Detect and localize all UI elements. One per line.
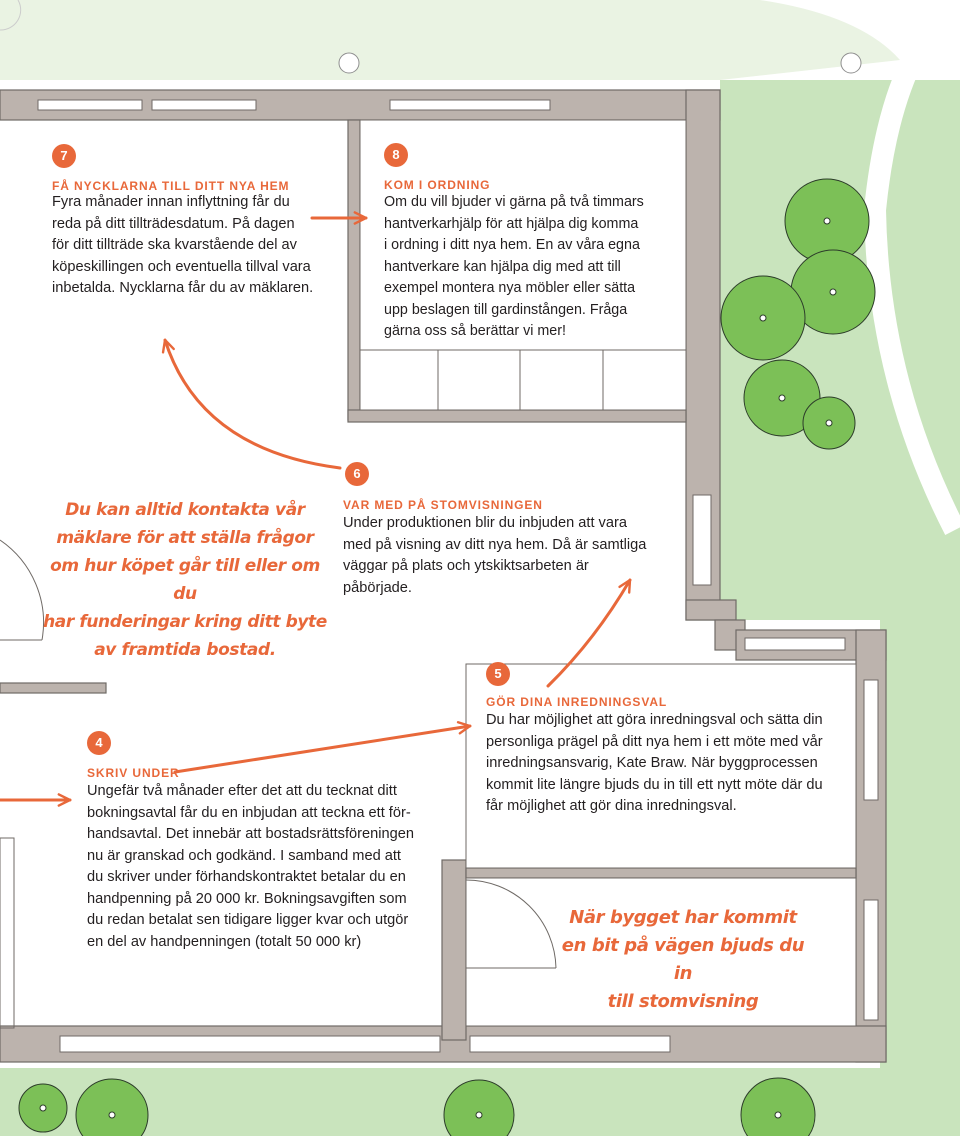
step-8-line: hantverkare kan hjälpa dig med att till <box>384 258 621 275</box>
step-4-line: handpenning på 20 000 kr. Bokningsavgiften som <box>87 890 407 907</box>
step-5-body <box>486 710 854 818</box>
step-6-line: påbörjade. <box>343 579 412 596</box>
step-5-line: kommit lite längre bjuds du in till ett nytt möte där du <box>486 776 823 793</box>
arrow-to-step-7 <box>165 340 340 468</box>
step-4-line: handsavtal. Det innebär att bostadsrättsföreningen <box>87 826 414 842</box>
step-4-line: Ungefär två månader efter det att du tecknat ditt <box>87 783 397 799</box>
step-4-line: bokningsavtal får du en inbjudan att teckna ett för- <box>87 804 411 821</box>
contact-note-line: har funderingar kring ditt byte <box>43 612 327 632</box>
step-8-line: upp beslagen till gardinstången. Fråga <box>384 301 628 318</box>
step-4-body <box>87 781 432 953</box>
step-4-line: en del av handpenningen (totalt 50 000 kr) <box>87 933 362 950</box>
step-7-line: reda på ditt tillträdesdatum. På dagen <box>52 215 295 232</box>
step-8-line: i ordning i ditt nya hem. En av våra egna <box>384 237 640 253</box>
step-number-badge: 5 <box>486 662 510 686</box>
step-5-line: får möjlighet att gör dina inredningsval. <box>486 798 737 814</box>
step-4-title: SKRIV UNDER <box>87 766 180 780</box>
step-number-badge: 8 <box>384 143 408 167</box>
step-6-line: med på visning av ditt nya hem. Då är samtliga <box>343 536 647 553</box>
step-4-line: nu är granskad och godkänd. I samband med att <box>87 847 401 864</box>
step-7-line: för ditt tillträde ska kvarstående del av <box>52 237 297 253</box>
step-8-body <box>384 192 684 343</box>
step-5-line: personliga prägel på ditt nya hem i ett möte med vår <box>486 733 823 750</box>
stomvisning-note <box>552 904 814 1016</box>
step-6-body <box>343 513 683 599</box>
stomvisning-note-line: till stomvisning <box>607 991 759 1012</box>
contact-note-line: om hur köpet går till eller om du <box>50 556 320 604</box>
step-7-body <box>52 192 342 300</box>
marker-circle <box>841 53 861 73</box>
step-7-line: inbetalda. Nycklarna får du av mäklaren. <box>52 280 314 296</box>
step-5-line: inredningsansvarig, Kate Braw. När byggprocessen <box>486 755 818 771</box>
step-6-line: Under produktionen blir du inbjuden att vara <box>343 515 627 531</box>
step-5-line: Du har möjlighet att göra inredningsval och sätta din <box>486 712 823 728</box>
contact-note-line: Du kan alltid kontakta vår <box>65 500 305 520</box>
step-8-line: gärna oss så berättar vi mer! <box>384 323 566 339</box>
step-8-line: hantverkarhjälp för att hjälpa dig komma <box>384 215 639 232</box>
step-4-line: du skriver under förhandskontraktet betalar du en <box>87 869 406 885</box>
stomvisning-note-line: en bit på vägen bjuds du in <box>561 935 805 984</box>
step-6-line: väggar på plats och ytskiktsarbeten är <box>343 558 589 574</box>
contact-note <box>40 496 330 664</box>
marker-circle <box>339 53 359 73</box>
contact-note-line: mäklare för att ställa frågor <box>56 528 314 548</box>
step-8-title: KOM I ORDNING <box>384 178 491 192</box>
step-number-badge: 7 <box>52 144 76 168</box>
step-8-line: Om du vill bjuder vi gärna på två timmars <box>384 194 644 210</box>
step-7-title: FÅ NYCKLARNA TILL DITT NYA HEM <box>52 179 290 193</box>
contact-note-line: av framtida bostad. <box>94 640 276 660</box>
step-4-line: du redan betalat sen tidigare ligger kvar och utgör <box>87 912 409 928</box>
step-7-line: Fyra månader innan inflyttning får du <box>52 194 290 210</box>
step-7-line: köpeskillingen och eventuella tillval vara <box>52 258 311 275</box>
step-number-badge: 4 <box>87 731 111 755</box>
stomvisning-note-line: När bygget har kommit <box>569 907 797 928</box>
step-6-title: VAR MED PÅ STOMVISNINGEN <box>343 498 543 512</box>
step-5-title: GÖR DINA INREDNINGSVAL <box>486 695 668 709</box>
step-number-badge: 6 <box>345 462 369 486</box>
step-8-line: exempel montera nya möbler eller sätta <box>384 280 636 296</box>
